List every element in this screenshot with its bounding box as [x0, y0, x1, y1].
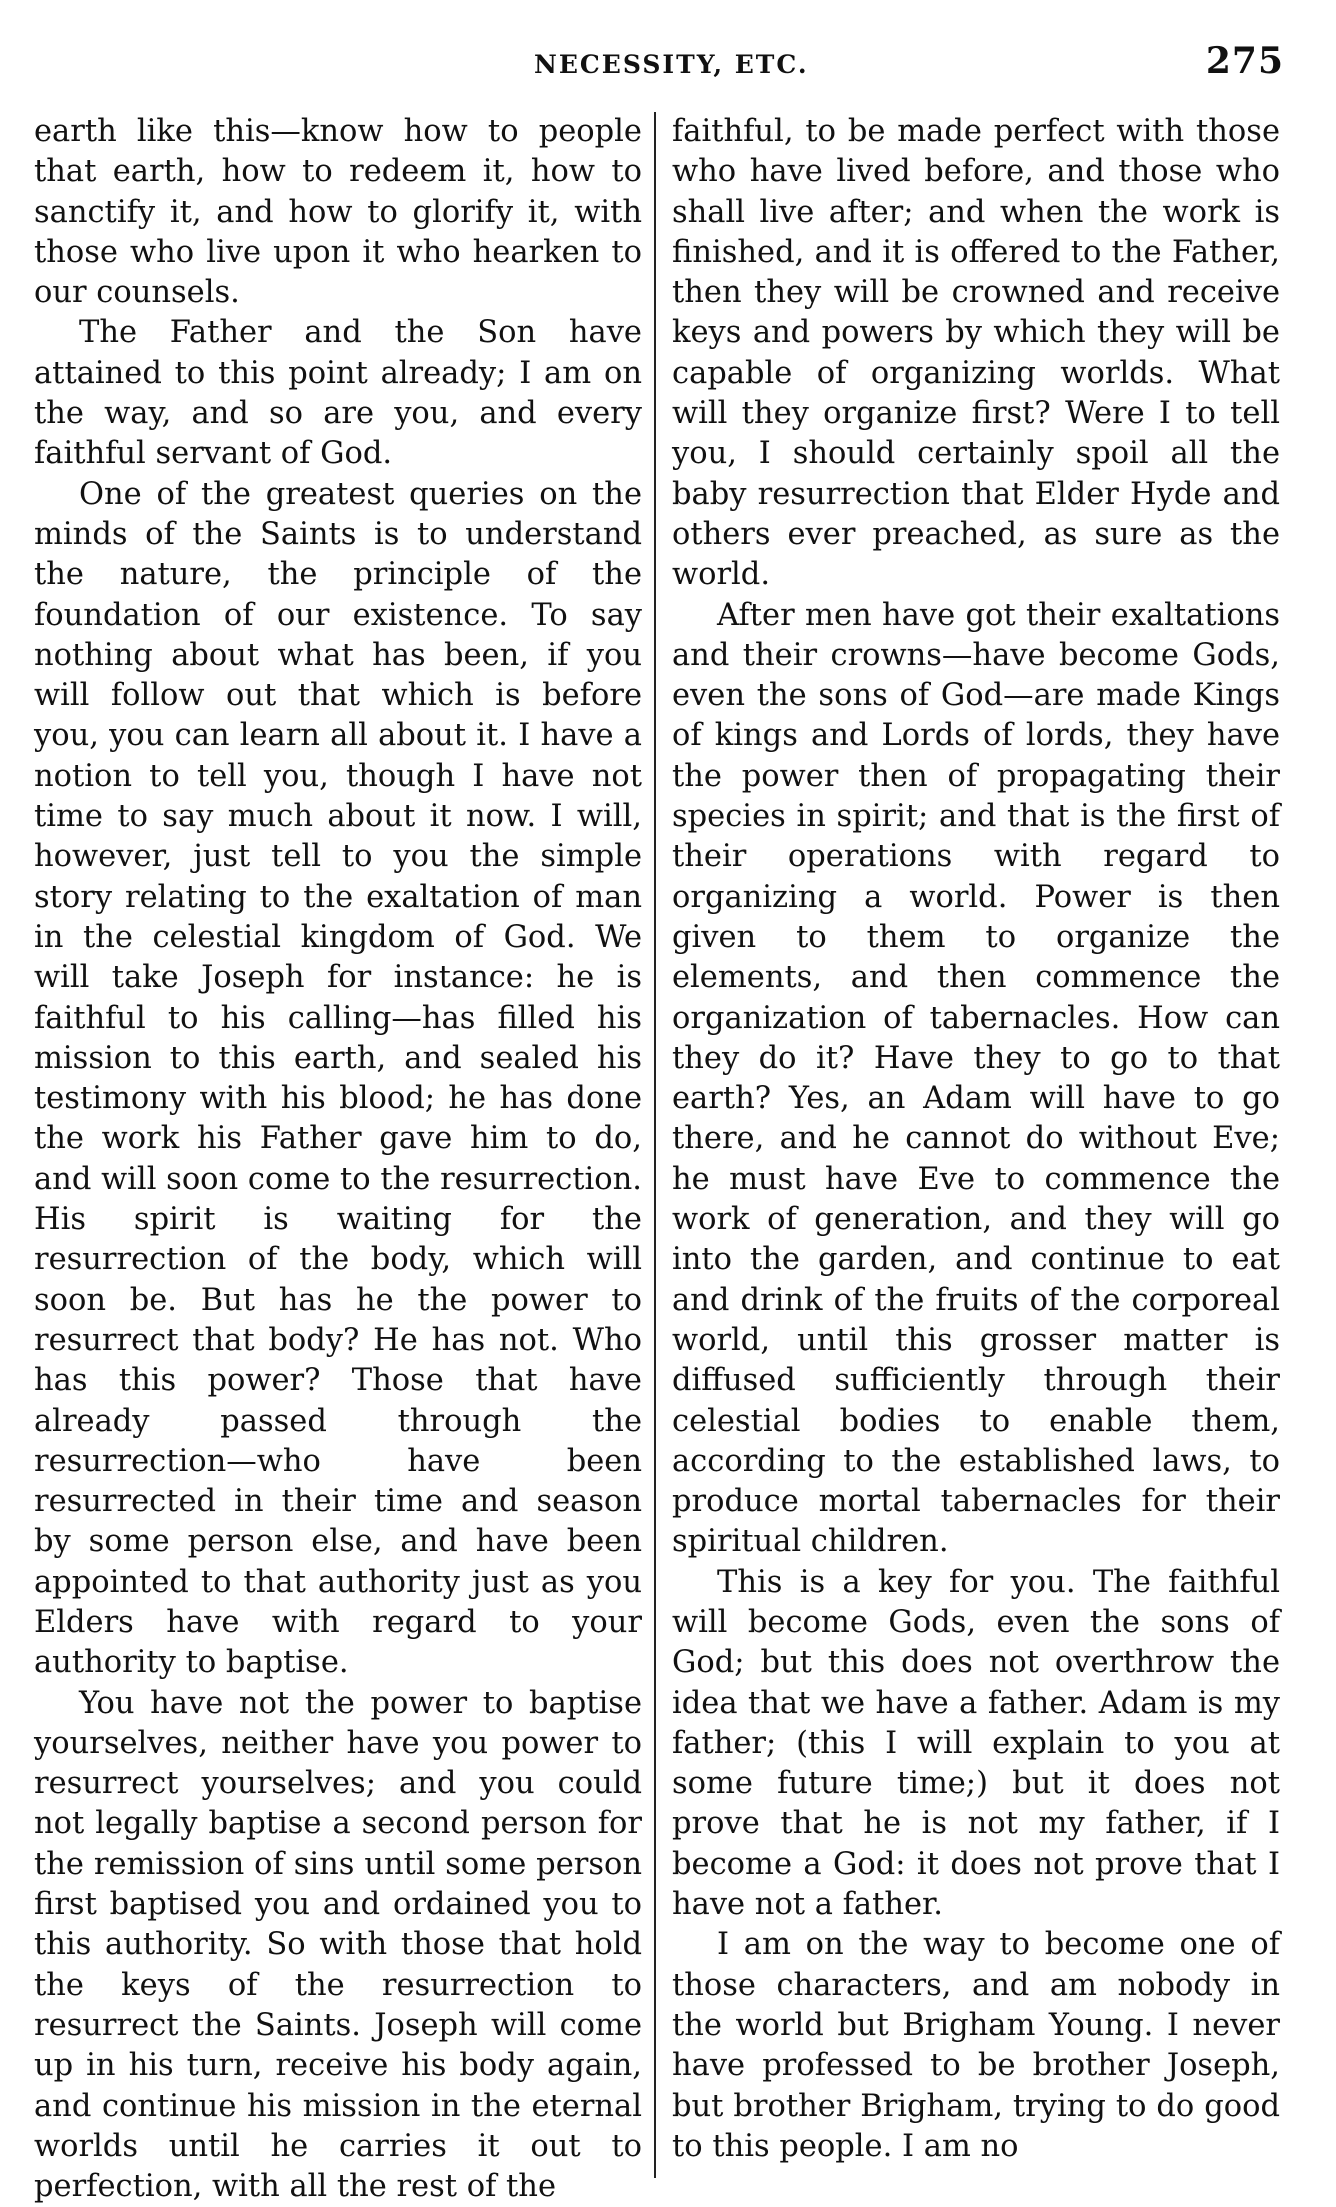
running-head: NECESSITY, ETC. — [534, 50, 809, 79]
right-text-column — [672, 112, 1280, 2180]
left-paragraph: You have not the power to baptise yourselves, neither have you power to resurrect yourselves; and you could not legally baptise a second person for the remission of sins until some person first baptised you and ordained you to this authority. So with those that hold the keys of the resurrection to resurrect the Saints. Joseph will come up in his turn, receive his body again, and continue his mission in the eternal worlds until he carries it out to perfection, with all the rest of the — [34, 1685, 642, 2205]
right-paragraph: I am on the way to become one of those characters, and am nobody in the world but Brigham Young. I never have professed to be brother Joseph, but brother Brigham, trying to do good to this people. I am no — [672, 1927, 1280, 2164]
left-paragraph: The Father and the Son have attained to this point already; I am on the way, and so are you, and every faithful servant of God. — [34, 315, 642, 472]
right-paragraph: After men have got their exaltations and their crowns—have become Gods, even the sons of God—are made Kings of kings and Lords of lords, they have the power then of propagating their species in spirit; and that is the first of their operations with regard to organizing a world. Power is then given to them to organize the elements, and then commence the organization of tabernacles. How can they do it? Have they to go to that earth? Yes, an Adam will have to go there, and he cannot do without Eve; he must have Eve to commence the work of generation, and they will go into the garden, and continue to eat and drink of the fruits of the corporeal world, until this grosser matter is diffused sufficiently through their celestial bodies to enable them, according to the established laws, to produce mortal tabernacles for their spiritual children. — [672, 597, 1280, 1560]
right-paragraph-continuation: faithful, to be made perfect with those who have lived before, and those who shall live after; and when the work is finished, and it is offered to the Father, then they will be crowned and receive keys and powers by which they will be capable of organizing worlds. What will they organize first? Were I to tell you, I should certainly spoil all the baby resurrection that Elder Hyde and others ever preached, as sure as the world. — [672, 114, 1280, 593]
column-divider — [654, 112, 656, 2178]
right-paragraph: This is a key for you. The faithful will become Gods, even the sons of God; but this does not overthrow the idea that we have a father. Adam is my father; (this I will explain to you at some future time;) but it does not prove that he is not my father, if I become a God: it does not prove that I have not a father. — [672, 1564, 1280, 1923]
left-text-column — [34, 112, 642, 2205]
page-header — [34, 40, 1284, 96]
page-number: 275 — [1205, 40, 1284, 82]
left-paragraph-continuation: earth like this—know how to people that earth, how to redeem it, how to sanctify it, and how to glorify it, with those who live upon it who hearken to our counsels. — [34, 114, 642, 311]
left-paragraph: One of the greatest queries on the minds of the Saints is to understand the nature, the principle of the foundation of our existence. To say nothing about what has been, if you will follow out that which is before you, you can learn all about it. I have a notion to tell you, though I have not time to say much about it now. I will, however, just tell to you the simple story relating to the exaltation of man in the celestial kingdom of God. We will take Joseph for instance: he is faithful to his calling—has filled his mission to this earth, and sealed his testimony with his blood; he has done the work his Father gave him to do, and will soon come to the resurrection. His spirit is waiting for the resurrection of the body, which will soon be. But has he the power to resurrect that body? He has not. Who has this power? Those that have already passed through the resurrection—who have been resurrected in their time and season by some person else, and have been appointed to that authority just as you Elders have with regard to your authority to baptise. — [34, 476, 642, 1681]
